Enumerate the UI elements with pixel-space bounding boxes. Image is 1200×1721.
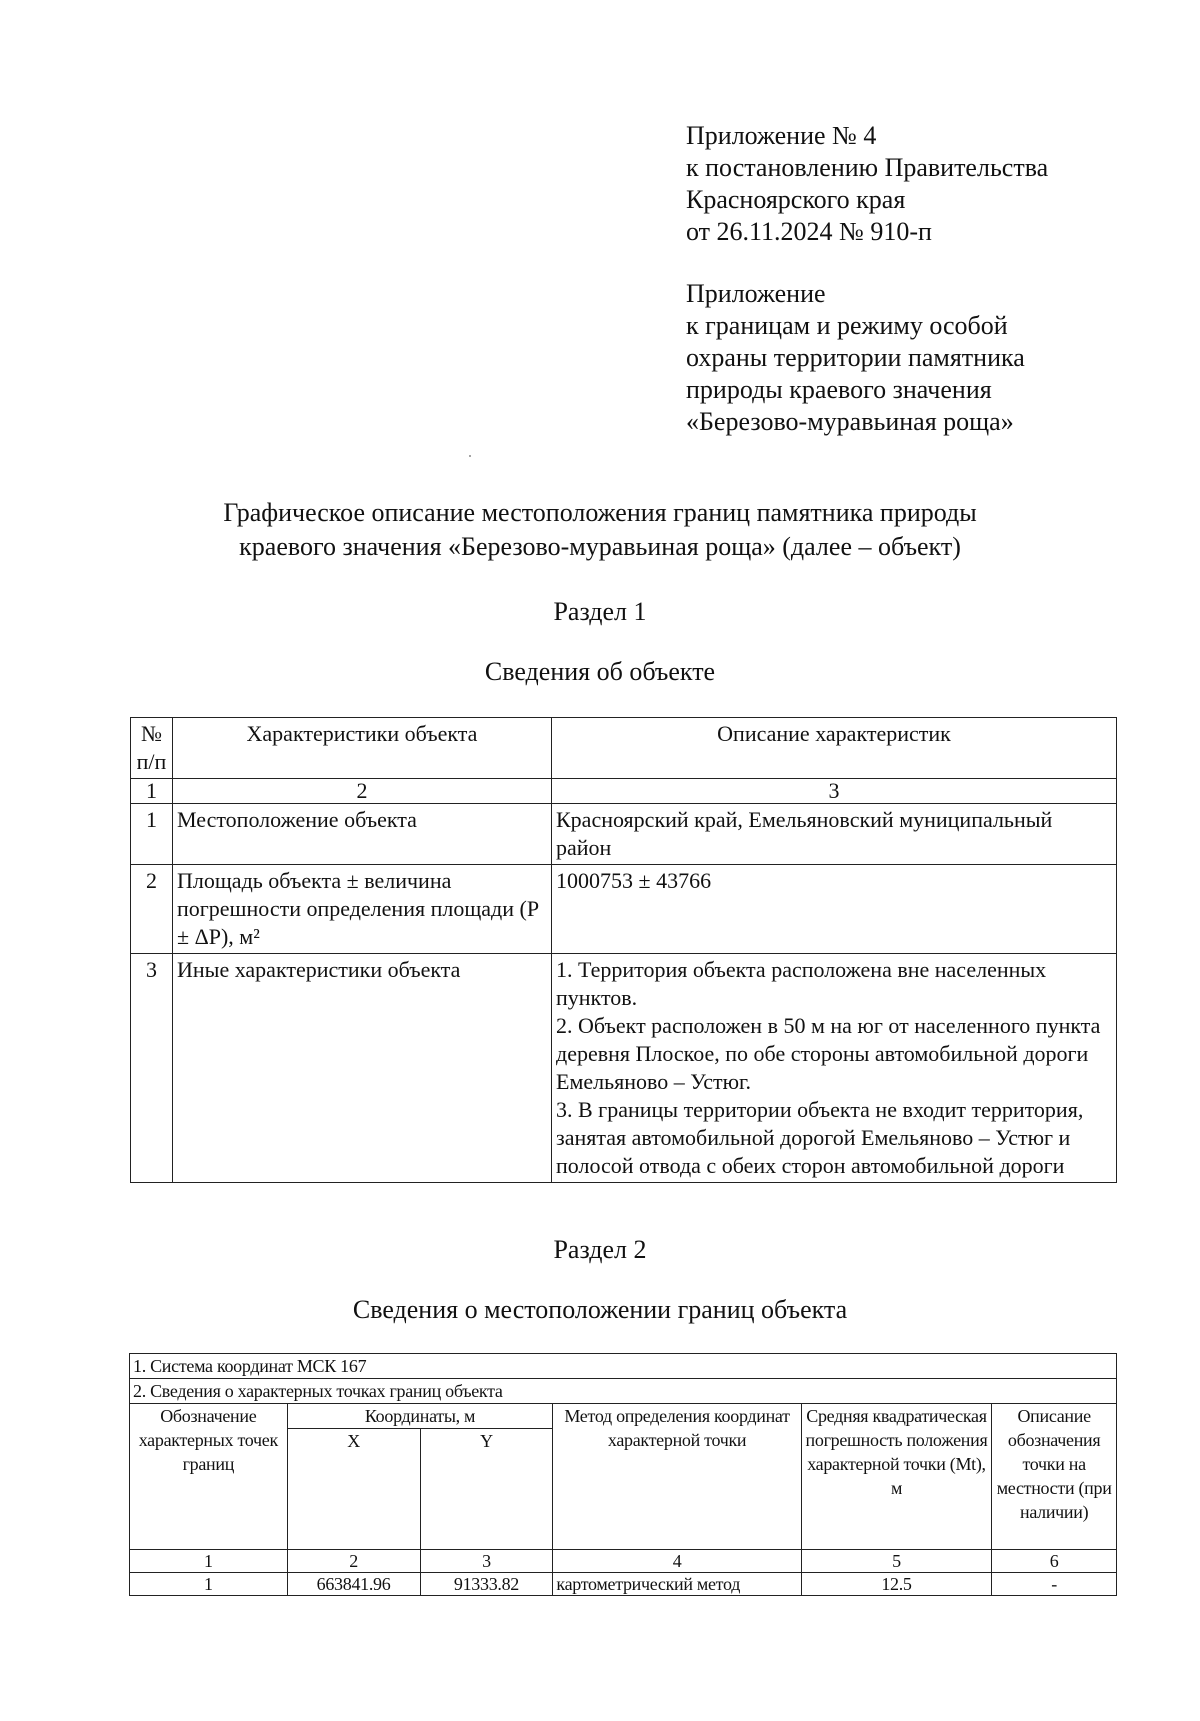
appendix-line: Приложение № 4 <box>686 121 877 150</box>
row-description <box>552 954 1117 1183</box>
point-id: 1 <box>130 1573 288 1596</box>
col-number: 6 <box>992 1550 1117 1573</box>
column-number-row <box>131 779 1117 804</box>
points-title-row <box>130 1379 1117 1404</box>
title-line-1: Графическое описание местоположения границ памятника природы <box>223 498 977 527</box>
header-characteristic: Характеристики объекта <box>173 718 552 779</box>
table-row <box>131 865 1117 954</box>
appendix-line: природы краевого значения <box>686 375 992 404</box>
object-info-table <box>130 717 1117 1183</box>
appendix-line: Приложение <box>686 279 826 308</box>
header-num: № п/п <box>131 718 173 779</box>
section-1-subheading: Сведения об объекте <box>484 657 716 686</box>
description-item: 3. В границы территории объекта не входит территория, занятая автомобильной дорогой Емельяново – Устюг и полосой отвода с обеих сторон автомобильной дороги <box>556 1097 1084 1178</box>
appendix-4-header <box>686 120 1048 248</box>
header-method: Метод определения координат характерной точки <box>553 1404 801 1550</box>
col-number: 3 <box>552 779 1117 804</box>
row-characteristic: Иные характеристики объекта <box>173 954 552 1183</box>
header-error: Средняя квадратическая погрешность положения характерной точки (Mt), м <box>801 1404 992 1550</box>
section-1-heading: Раздел 1 <box>553 597 647 626</box>
header-point: Обозначение характерных точек границ <box>130 1404 288 1550</box>
appendix-boundaries-header <box>686 278 1025 438</box>
col-number: 4 <box>553 1550 801 1573</box>
row-characteristic: Местоположение объекта <box>173 804 552 865</box>
point-description: - <box>992 1573 1117 1596</box>
row-description: 1000753 ± 43766 <box>552 865 1117 954</box>
appendix-line: к постановлению Правительства <box>686 153 1049 182</box>
appendix-line: Красноярского края <box>686 185 906 214</box>
table-header-row <box>131 718 1117 779</box>
title-line-2: краевого значения «Березово-муравьиная роща» (далее – объект) <box>239 532 961 561</box>
col-number: 2 <box>173 779 552 804</box>
col-number: 1 <box>131 779 173 804</box>
table-row <box>131 804 1117 865</box>
boundary-points-table <box>129 1353 1117 1596</box>
column-number-row <box>130 1550 1117 1573</box>
row-num: 3 <box>131 954 173 1183</box>
header-description: Описание характеристик <box>552 718 1117 779</box>
row-characteristic: Площадь объекта ± величина погрешности определения площади (Р ± ΔР), м² <box>173 865 552 954</box>
appendix-line: к границам и режиму особой <box>686 311 1008 340</box>
points-title: 2. Сведения о характерных точках границ объекта <box>130 1379 1117 1404</box>
appendix-line: охраны территории памятника <box>686 343 1025 372</box>
header-description: Описание обозначения точки на местности (при наличии) <box>992 1404 1117 1550</box>
scan-speck <box>469 455 471 457</box>
row-num: 1 <box>131 804 173 865</box>
row-description: Красноярский край, Емельяновский муниципальный район <box>552 804 1117 865</box>
header-y: Y <box>420 1429 553 1550</box>
description-item: 2. Объект расположен в 50 м на юг от населенного пункта деревня Плоское, по обе стороны автомобильной дороги Емельяново – Устюг. <box>556 1013 1101 1094</box>
table-header-row <box>130 1404 1117 1429</box>
header-coordinates: Координаты, м <box>287 1404 553 1429</box>
document-title <box>0 496 1200 564</box>
description-item: 1. Территория объекта расположена вне населенных пунктов. <box>556 957 1047 1010</box>
col-number: 5 <box>801 1550 992 1573</box>
coord-system: 1. Система координат МСК 167 <box>130 1354 1117 1379</box>
col-number: 3 <box>420 1550 553 1573</box>
table-row <box>131 954 1117 1183</box>
row-num: 2 <box>131 865 173 954</box>
method: картометрический метод <box>553 1573 801 1596</box>
col-number: 2 <box>287 1550 420 1573</box>
table-row <box>130 1573 1117 1596</box>
coord-x: 663841.96 <box>287 1573 420 1596</box>
appendix-line: «Березово-муравьиная роща» <box>686 407 1014 436</box>
header-x: X <box>287 1429 420 1550</box>
section-2-subheading: Сведения о местоположении границ объекта <box>352 1295 848 1324</box>
coord-y: 91333.82 <box>420 1573 553 1596</box>
col-number: 1 <box>130 1550 288 1573</box>
error-value: 12.5 <box>801 1573 992 1596</box>
coord-system-row <box>130 1354 1117 1379</box>
appendix-line: от 26.11.2024 № 910-п <box>686 217 932 246</box>
section-2-heading: Раздел 2 <box>553 1235 647 1264</box>
